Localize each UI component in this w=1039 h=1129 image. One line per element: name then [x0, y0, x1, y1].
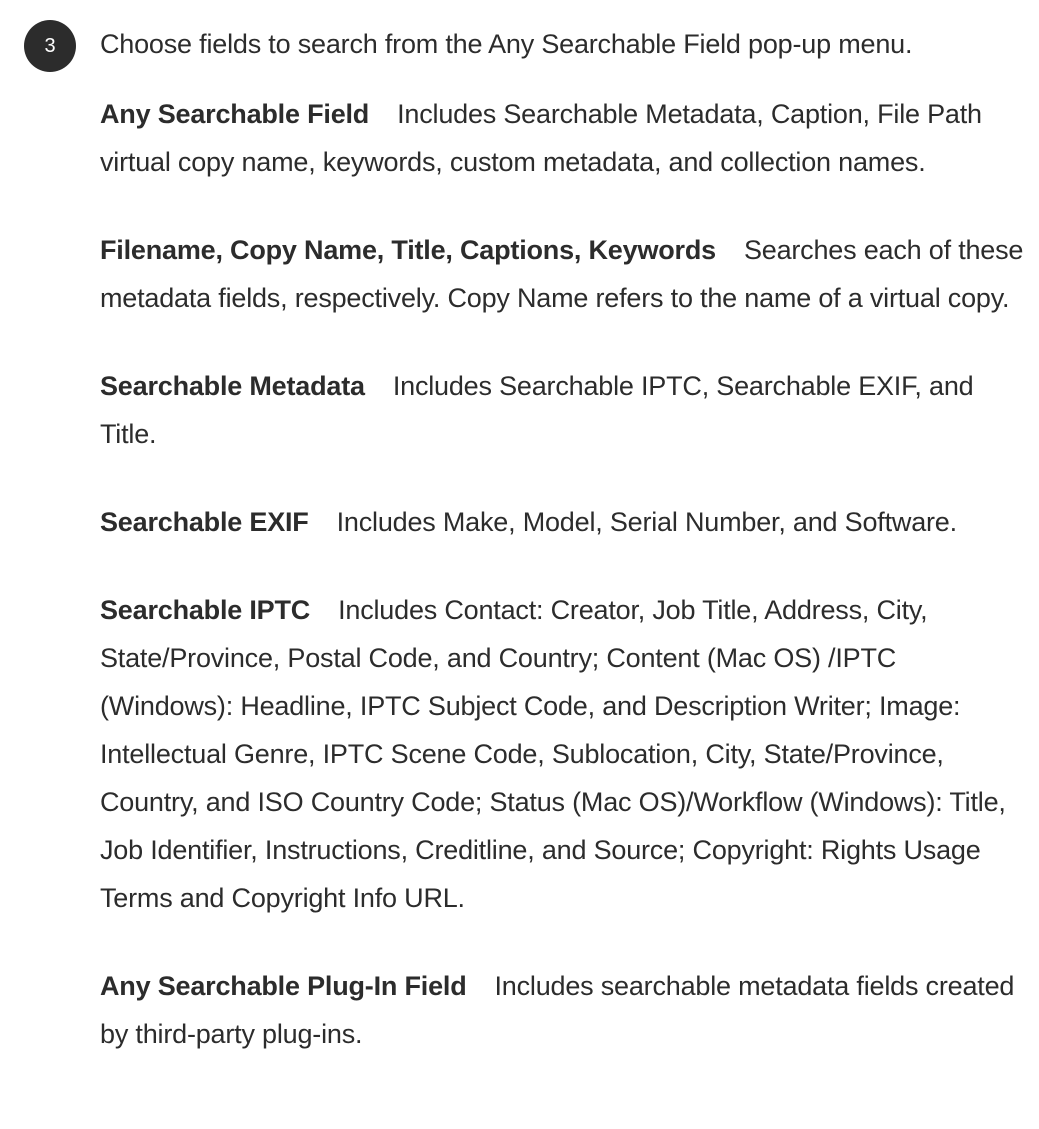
definition-term: Any Searchable Field [100, 99, 370, 129]
definition-description: Searches each of these metadata fields, respectively. Copy Name refers to the name of a virtual copy. [100, 235, 1024, 313]
field-definitions-list [100, 90, 1035, 1098]
definition-term: Searchable EXIF [100, 507, 309, 537]
definition-term: Searchable Metadata [100, 371, 365, 401]
definition-description: Includes Searchable Metadata, Caption, File Path virtual copy name, keywords, custom metadata, and collection names. [100, 99, 982, 177]
definition-description: Includes searchable metadata fields created by third-party plug-ins. [100, 971, 1015, 1049]
definition-description: Includes Make, Model, Serial Number, and Software. [336, 507, 957, 537]
definition-description: Includes Contact: Creator, Job Title, Address, City, State/Province, Postal Code, and Country; Content (Mac OS) /IPTC (Windows): Headline, IPTC Subject Code, and Description Writer; Image: Intellectual Genre, IPTC Scene Code, Sublocation, City, State/Province, Country, and ISO Country Code; Status (Mac OS)/Workflow (Windows): Title, Job Identifier, Instructions, Creditline, and Source; Copyright: Rights Usage Terms and Copyright Info URL. [100, 595, 1006, 913]
definition-term: Filename, Copy Name, Title, Captions, Keywords [100, 235, 716, 265]
definition-searchable-exif [100, 498, 1035, 546]
definition-term: Any Searchable Plug-In Field [100, 971, 467, 1001]
definition-description: Includes Searchable IPTC, Searchable EXIF, and Title. [100, 371, 974, 449]
definition-searchable-metadata [100, 362, 1035, 458]
definition-term: Searchable IPTC [100, 595, 311, 625]
definition-searchable-iptc [100, 586, 1035, 922]
definition-filename-copy-name-title [100, 226, 1035, 322]
definition-any-searchable-plugin-field [100, 962, 1035, 1058]
step-instruction: Choose fields to search from the Any Searchable Field pop-up menu. [100, 29, 913, 59]
definition-any-searchable-field [100, 90, 1035, 186]
step-number-badge: 3 [24, 20, 76, 72]
